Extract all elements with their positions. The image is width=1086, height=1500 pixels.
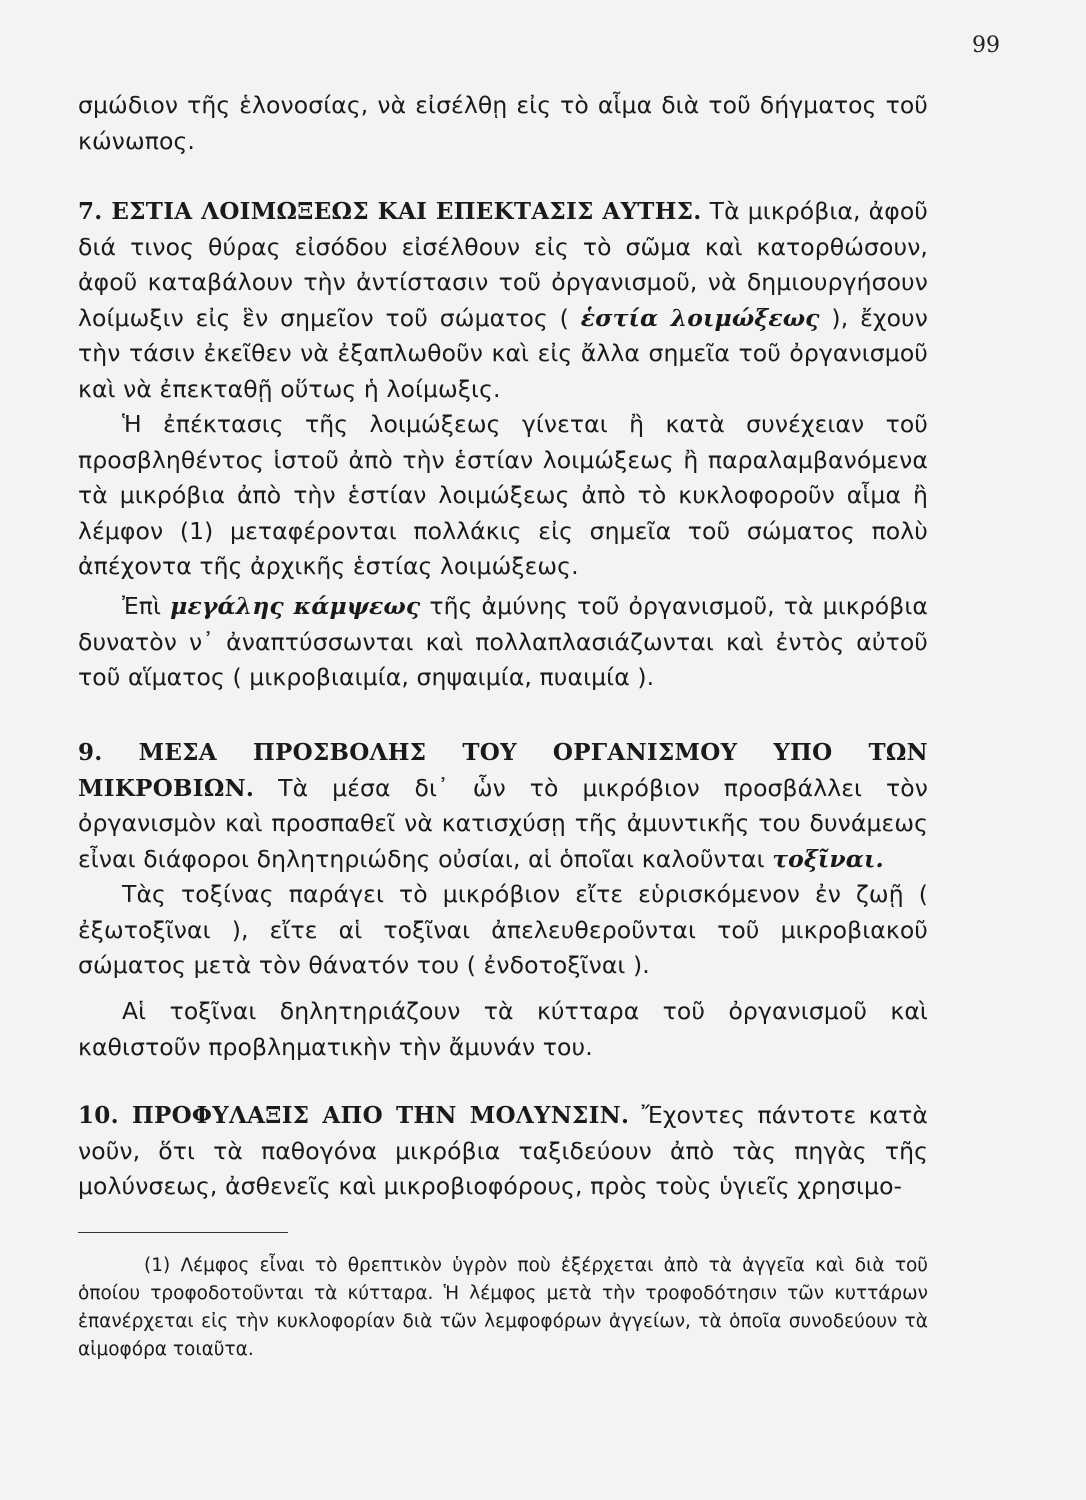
footnote-divider (78, 1232, 288, 1233)
section-10-text: Ἔχοντες πάντοτε κατὰ νοῦν, ὅτι τὰ παθογόνα μικρόβια ταξιδεύουν ἀπὸ τὰς πηγὰς τῆς μολύνσεως, ἀσθενεῖς καὶ μικροβιοφόρους, πρὸς τοὺς ὑγιεῖς χρησιμο- (78, 1101, 928, 1200)
section-7-text-a: Τὰ μικρόβια, ἀφοῦ διά τινος θύρας εἰσόδου εἰσέλθουν εἰς τὸ σῶμα καὶ κατορθώσουν, ἀφοῦ καταβάλουν τὴν ἀντίστασιν τοῦ ὀργανισμοῦ, νὰ δημιουργήσουν λοίμωξιν εἰς ἓν σημεῖον τοῦ σώματος ( (78, 197, 928, 332)
section-10-paragraph (78, 1098, 928, 1205)
section-9-paragraph-2 (78, 877, 928, 984)
section-7-text-b: ), ἔχουν τὴν τάσιν ἐκεῖθεν νὰ ἐξαπλωθοῦν καὶ εἰς ἄλλα σημεῖα τοῦ ὀργανισμοῦ καὶ νὰ ἐπεκταθῇ οὕτως ἡ λοίμωξις. (78, 303, 928, 403)
section-9-term: τοξῖναι. (772, 844, 884, 873)
section-9-paragraph-3 (78, 994, 928, 1065)
footnote-text: (1) Λέμφος εἶναι τὸ θρεπτικὸν ὑγρὸν ποὺ ἐξέρχεται ἀπὸ τὰ ἀγγεῖα καὶ διὰ τοῦ ὁποίου τροφοδοτοῦνται τὰ κύτταρα. Ἡ λέμφος μετὰ τὴν τροφοδότησιν τῶν κυττάρων ἐπανέρχεται εἰς τὴν κυκλοφορίαν διὰ τῶν λεμφοφόρων ἀγγείων, τὰ ὁποῖα συνοδεύουν τὰ αἱμοφόρα τοιαῦτα. (78, 1255, 928, 1360)
paragraph-text: Τὰς τοξίνας παράγει τὸ μικρόβιον εἴτε εὑρισκόμενον ἐν ζωῇ ( ἐξωτοξῖναι ), εἴτε αἱ τοξῖναι ἀπελευθεροῦνται τοῦ μικροβιακοῦ σώματος μετὰ τὸν θάνατόν του ( ἐνδοτοξῖναι ). (78, 880, 928, 979)
section-7-paragraph-2 (78, 407, 928, 585)
emphasis-term: μεγάλης κάμψεως (170, 592, 421, 620)
paragraph-text: Ἡ ἐπέκτασις τῆς λοιμώξεως γίνεται ἢ κατὰ συνέχειαν τοῦ προσβληθέντος ἱστοῦ ἀπὸ τὴν ἑστίαν λοιμώξεως ἢ παραλαμβανόμενα τὰ μικρόβια ἀπὸ τὴν ἑστίαν λοιμώξεως ἀπὸ τὸ κυκλοφοροῦν αἷμα ἢ λέμφον (1) μεταφέρονται πολλάκις εἰς σημεῖα τοῦ σώματος πολὺ ἀπέχοντα τῆς ἀρχικῆς ἑστίας λοιμώξεως. (78, 410, 928, 580)
section-7-paragraph-3 (78, 589, 928, 696)
section-9-paragraph (78, 735, 928, 877)
section-7-term: ἑστία λοιμώξεως (580, 303, 820, 332)
section-7-paragraph (78, 194, 928, 407)
section-9-text-a: Τὰ μέσα δι᾽ ὧν τὸ μικρόβιον προσβάλλει τὸν ὀργανισμὸν καὶ προσπαθεῖ νὰ κατισχύσῃ τῆς ἀμυντικῆς του δυνάμεως εἶναι διάφοροι δηλητηριώδης οὐσίαι, αἱ ὁποῖαι καλοῦνται (78, 773, 928, 873)
section-7-heading: 7. ΕΣΤΙΑ ΛΟΙΜΩΞΕΩΣ ΚΑΙ ΕΠΕΚΤΑΣΙΣ ΑΥΤΗΣ. (78, 198, 702, 225)
section-10-heading: 10. ΠΡΟΦΥΛΑΞΙΣ ΑΠΟ ΤΗΝ ΜΟΛΥΝΣΙΝ. (78, 1102, 630, 1129)
page-number: 99 (972, 33, 1000, 58)
paragraph-text: σμώδιον τῆς ἑλονοσίας, νὰ εἰσέλθῃ εἰς τὸ αἷμα διὰ τοῦ δήγματος τοῦ κώνωπος. (78, 91, 928, 155)
paragraph-text: Αἱ τοξῖναι δηλητηριάζουν τὰ κύτταρα τοῦ ὀργανισμοῦ καὶ καθιστοῦν προβληματικὴν τὴν ἄμυνάν του. (78, 997, 928, 1061)
section-9-heading: 9. ΜΕΣΑ ΠΡΟΣΒΟΛΗΣ ΤΟΥ ΟΡΓΑΝΙΣΜΟΥ ΥΠΟ ΤΩΝ ΜΙΚΡΟΒΙΩΝ. (78, 739, 928, 802)
footnote (78, 1252, 928, 1364)
paragraph-text-a: Ἐπὶ (122, 592, 171, 620)
paragraph-text-b: τῆς ἀμύνης τοῦ ὀργανισμοῦ, τὰ μικρόβια δυνατὸν ν᾽ ἀναπτύσσωνται καὶ πολλαπλασιάζωνται καὶ ἐντὸς αὐτοῦ τοῦ αἵματος ( μικροβιαιμία, σηψαιμία, πυαιμία ). (78, 592, 928, 691)
paragraph-continuation (78, 88, 928, 159)
